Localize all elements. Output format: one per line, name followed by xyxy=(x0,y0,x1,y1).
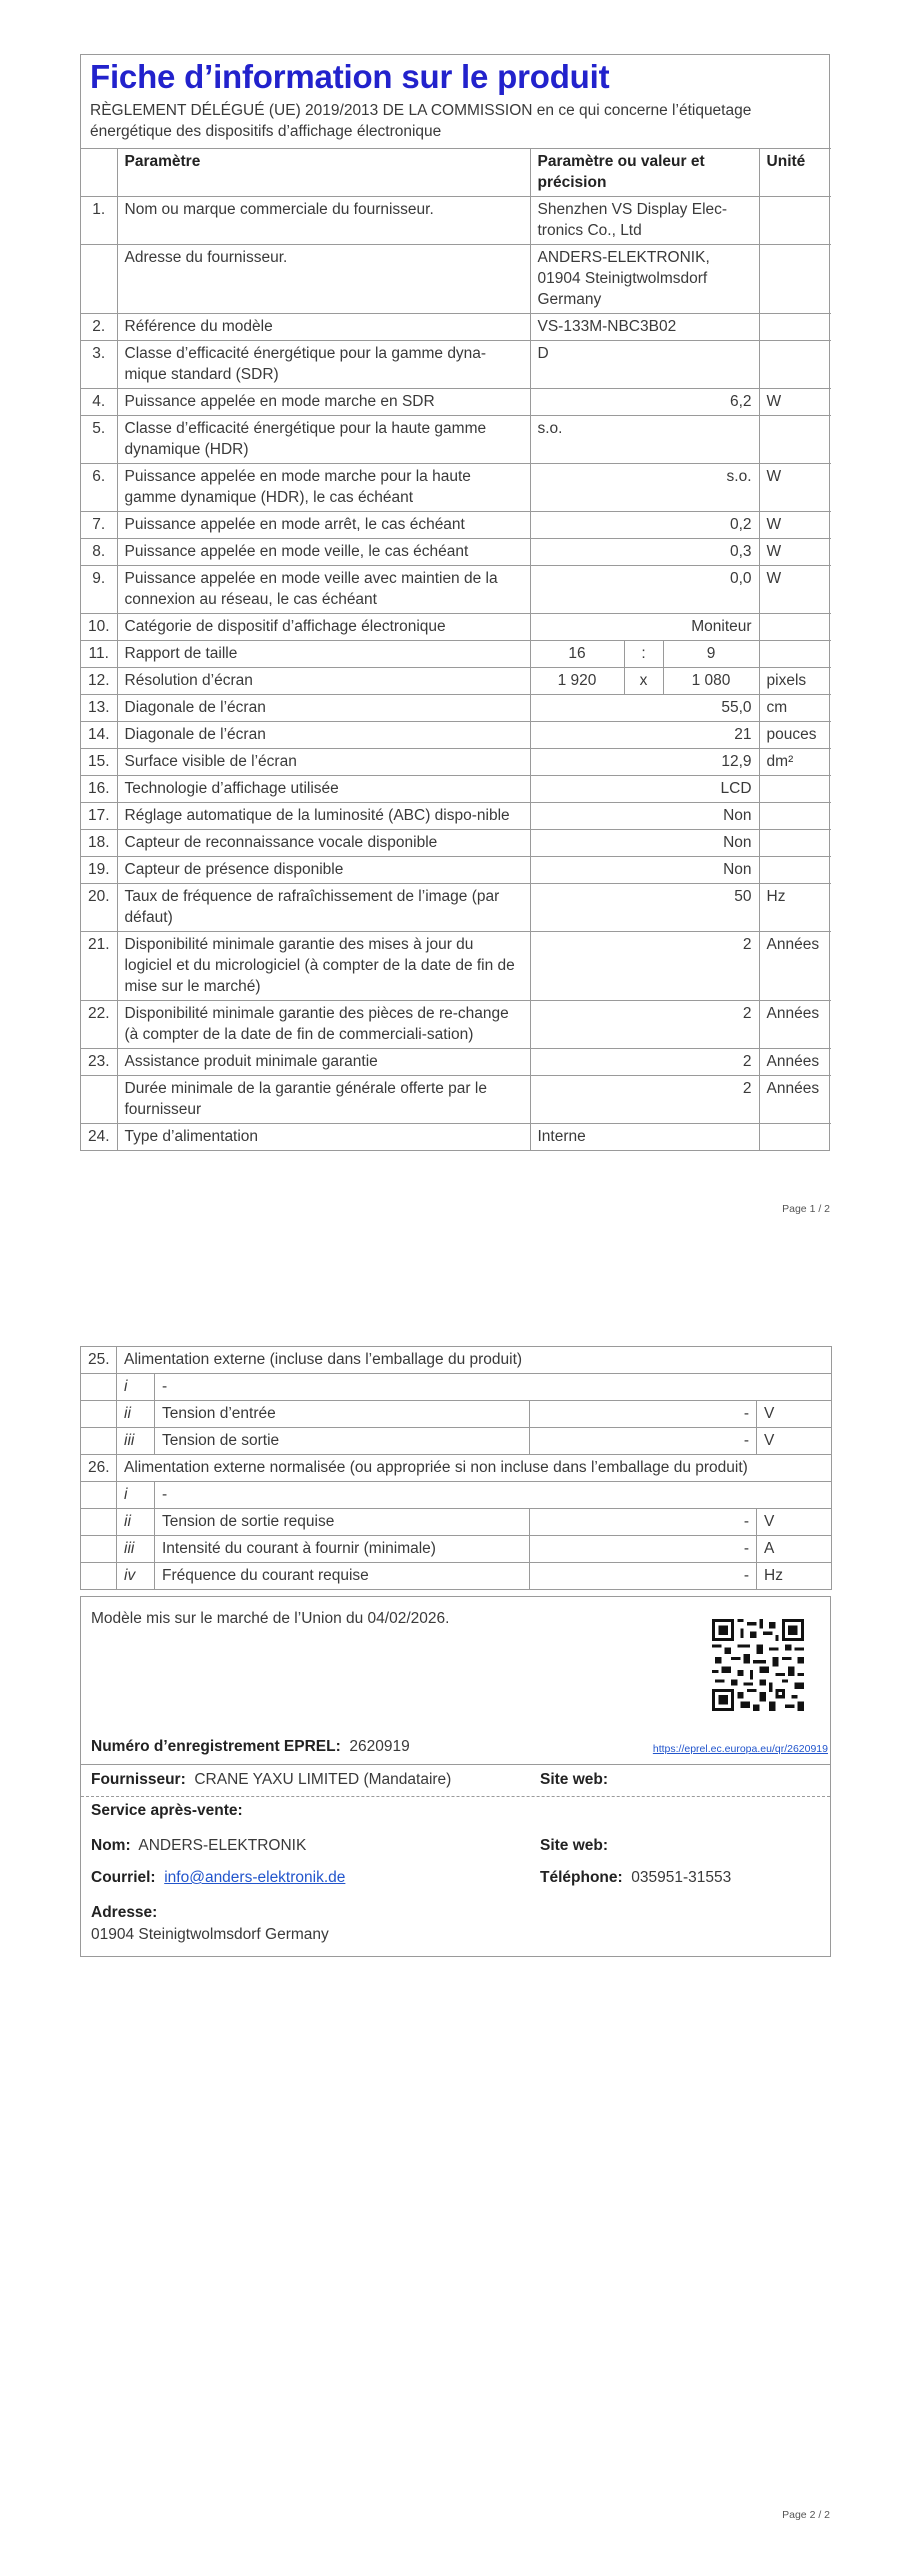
row-number: 20. xyxy=(81,884,117,932)
row-number: 4. xyxy=(81,389,117,416)
external-power-table xyxy=(80,1346,832,1590)
name-label: Nom: xyxy=(91,1837,131,1854)
row-value: Interne xyxy=(530,1124,759,1151)
table-row: ii Tension de sortie requise - V xyxy=(81,1509,832,1536)
row-label: Classe d’efficacité énergétique pour la gamme dyna-mique standard (SDR) xyxy=(117,341,530,389)
row-value: 12,9 xyxy=(530,749,759,776)
row-number: 10. xyxy=(81,614,117,641)
table-row xyxy=(81,1049,831,1076)
row-number: 3. xyxy=(81,341,117,389)
row-unit xyxy=(759,641,831,668)
row-number: 17. xyxy=(81,803,117,830)
row-unit: Années xyxy=(759,1076,831,1124)
page-number: Page 2 / 2 xyxy=(782,2509,830,2521)
row-label: Type d’alimentation xyxy=(117,1124,530,1151)
phone-value: 035951-31553 xyxy=(631,1869,732,1886)
row-value: 21 xyxy=(530,722,759,749)
row-value: 2 xyxy=(530,1076,759,1124)
row-label: Diagonale de l’écran xyxy=(117,722,530,749)
row-value: Non xyxy=(530,830,759,857)
supplier-label: Fournisseur: xyxy=(91,1771,186,1788)
eprel-number: 2620919 xyxy=(349,1738,410,1755)
table-row xyxy=(81,341,831,389)
row-number: 14. xyxy=(81,722,117,749)
table-row xyxy=(81,1124,831,1151)
row-value: Shenzhen VS Display Elec-tronics Co., Ltd xyxy=(530,197,759,245)
row-unit xyxy=(759,245,831,314)
row-value: 55,0 xyxy=(530,695,759,722)
row-unit: W xyxy=(759,512,831,539)
email-label: Courriel: xyxy=(91,1869,156,1886)
table-header-row xyxy=(81,149,831,197)
row-number: 21. xyxy=(81,932,117,1001)
row-number: 1. xyxy=(81,197,117,245)
row-unit xyxy=(759,614,831,641)
row-value: D xyxy=(530,341,759,389)
table-row xyxy=(81,314,831,341)
row-unit: Années xyxy=(759,932,831,1001)
row-label: Puissance appelée en mode veille, le cas échéant xyxy=(117,539,530,566)
divider-dashed xyxy=(81,1796,830,1797)
supplier-value: CRANE YAXU LIMITED (Mandataire) xyxy=(194,1771,452,1788)
product-table xyxy=(81,148,831,1150)
row-number: 24. xyxy=(81,1124,117,1151)
table-row: iii Intensité du courant à fournir (minimale) - A xyxy=(81,1536,832,1563)
table-row xyxy=(81,695,831,722)
service-website-label: Site web: xyxy=(540,1837,609,1854)
header-param: Paramètre xyxy=(117,149,530,197)
page-title: Fiche d’information sur le produit xyxy=(90,58,610,95)
email-link[interactable]: info@anders-elektronik.de xyxy=(164,1869,346,1886)
table-row xyxy=(81,668,831,695)
table-row xyxy=(81,857,831,884)
table-row: i - xyxy=(81,1482,832,1509)
after-sales-label: Service après-vente: xyxy=(91,1802,243,1819)
table-row xyxy=(81,803,831,830)
table-row xyxy=(81,464,831,512)
row-unit: Années xyxy=(759,1001,831,1049)
row-unit xyxy=(759,314,831,341)
table-row xyxy=(81,416,831,464)
supplier-website-label: Site web: xyxy=(540,1771,609,1788)
row-value-first: 1 920 xyxy=(530,668,624,695)
row-unit: pixels xyxy=(759,668,831,695)
row-value: s.o. xyxy=(530,464,759,512)
product-info-sheet xyxy=(80,54,830,1151)
row-label: Disponibilité minimale garantie des pièces de re-change (à compter de la date de fin de commerciali-sation) xyxy=(117,1001,530,1049)
divider xyxy=(81,1764,830,1765)
row-value-separator: x xyxy=(624,668,663,695)
row-label: Puissance appelée en mode marche pour la haute gamme dynamique (HDR), le cas échéant xyxy=(117,464,530,512)
row-number: 8. xyxy=(81,539,117,566)
row-unit xyxy=(759,857,831,884)
table-row xyxy=(81,1076,831,1124)
table-row: 25. Alimentation externe (incluse dans l’emballage du produit) xyxy=(81,1347,832,1374)
row-label: Durée minimale de la garantie générale offerte par le fournisseur xyxy=(117,1076,530,1124)
row-label: Référence du modèle xyxy=(117,314,530,341)
row-unit: Années xyxy=(759,1049,831,1076)
row-unit: dm² xyxy=(759,749,831,776)
row-value: Non xyxy=(530,803,759,830)
row-value-second: 1 080 xyxy=(663,668,759,695)
row-label: Capteur de reconnaissance vocale disponible xyxy=(117,830,530,857)
row-value-separator: : xyxy=(624,641,663,668)
row-number: 11. xyxy=(81,641,117,668)
row-number: 7. xyxy=(81,512,117,539)
table-row xyxy=(81,830,831,857)
row-number: 9. xyxy=(81,566,117,614)
row-unit xyxy=(759,341,831,389)
row-unit xyxy=(759,1124,831,1151)
row-label: Assistance produit minimale garantie xyxy=(117,1049,530,1076)
row-unit: W xyxy=(759,464,831,512)
row-number: 2. xyxy=(81,314,117,341)
row-label: Capteur de présence disponible xyxy=(117,857,530,884)
row-label: Rapport de taille xyxy=(117,641,530,668)
table-row: ii Tension d’entrée - V xyxy=(81,1401,832,1428)
page-number: Page 1 / 2 xyxy=(782,1203,830,1215)
row-value: 6,2 xyxy=(530,389,759,416)
table-row xyxy=(81,932,831,1001)
row-value: Non xyxy=(530,857,759,884)
eprel-label: Numéro d’enregistrement EPREL: xyxy=(91,1738,341,1755)
row-label: Technologie d’affichage utilisée xyxy=(117,776,530,803)
eprel-link[interactable]: https://eprel.ec.europa.eu/qr/2620919 xyxy=(652,1743,828,1755)
row-label: Réglage automatique de la luminosité (ABC) dispo-nible xyxy=(117,803,530,830)
row-label: Résolution d’écran xyxy=(117,668,530,695)
row-label: Diagonale de l’écran xyxy=(117,695,530,722)
row-label: Disponibilité minimale garantie des mises à jour du logiciel et du micrologiciel (à compter de la date de fin de mise sur le marché) xyxy=(117,932,530,1001)
row-number: 5. xyxy=(81,416,117,464)
row-value: 50 xyxy=(530,884,759,932)
row-number: 23. xyxy=(81,1049,117,1076)
row-number: 12. xyxy=(81,668,117,695)
address-label: Adresse: xyxy=(91,1904,158,1921)
row-value: 2 xyxy=(530,1001,759,1049)
table-row: iv Fréquence du courant requise - Hz xyxy=(81,1563,832,1590)
row-number: 16. xyxy=(81,776,117,803)
table-row xyxy=(81,197,831,245)
table-row xyxy=(81,614,831,641)
row-value: 2 xyxy=(530,932,759,1001)
row-value: 0,3 xyxy=(530,539,759,566)
row-unit: pouces xyxy=(759,722,831,749)
row-label: Taux de fréquence de rafraîchissement de l’image (par défaut) xyxy=(117,884,530,932)
row-value: Moniteur xyxy=(530,614,759,641)
table-row xyxy=(81,389,831,416)
table-row: 26. Alimentation externe normalisée (ou appropriée si non incluse dans l’emballage du produit) xyxy=(81,1455,832,1482)
row-value: VS-133M-NBC3B02 xyxy=(530,314,759,341)
table-row xyxy=(81,512,831,539)
row-unit: W xyxy=(759,389,831,416)
row-label: Puissance appelée en mode arrêt, le cas échéant xyxy=(117,512,530,539)
table-row xyxy=(81,722,831,749)
address-value: 01904 Steinigtwolmsdorf Germany xyxy=(91,1926,329,1943)
row-value: 2 xyxy=(530,1049,759,1076)
row-value-first: 16 xyxy=(530,641,624,668)
table-row xyxy=(81,884,831,932)
row-number xyxy=(81,1076,117,1124)
row-number: 22. xyxy=(81,1001,117,1049)
table-row xyxy=(81,245,831,314)
row-unit xyxy=(759,803,831,830)
row-label: Adresse du fournisseur. xyxy=(117,245,530,314)
row-number: 19. xyxy=(81,857,117,884)
table-row xyxy=(81,776,831,803)
page-1 xyxy=(0,0,905,1260)
table-row xyxy=(81,1001,831,1049)
phone-label: Téléphone: xyxy=(540,1869,623,1886)
regulation-text: RÈGLEMENT DÉLÉGUÉ (UE) 2019/2013 DE LA COMMISSION en ce qui concerne l’étiquetage énergétique des dispositifs d’affichage électronique xyxy=(90,102,752,140)
row-unit: W xyxy=(759,566,831,614)
table-row xyxy=(81,749,831,776)
row-label: Puissance appelée en mode veille avec maintien de la connexion au réseau, le cas échéant xyxy=(117,566,530,614)
row-number: 6. xyxy=(81,464,117,512)
row-label: Surface visible de l’écran xyxy=(117,749,530,776)
name-value: ANDERS-ELEKTRONIK xyxy=(138,1837,307,1854)
supplier-info-box xyxy=(80,1596,831,1957)
row-value-second: 9 xyxy=(663,641,759,668)
row-number: 15. xyxy=(81,749,117,776)
row-unit xyxy=(759,830,831,857)
table-row: iii Tension de sortie - V xyxy=(81,1428,832,1455)
table-row xyxy=(81,641,831,668)
row-number: 13. xyxy=(81,695,117,722)
row-unit: Hz xyxy=(759,884,831,932)
row-label: Nom ou marque commerciale du fournisseur. xyxy=(117,197,530,245)
row-number xyxy=(81,245,117,314)
row-label: Catégorie de dispositif d’affichage électronique xyxy=(117,614,530,641)
row-value: s.o. xyxy=(530,416,759,464)
table-row: i - xyxy=(81,1374,832,1401)
header-unit: Unité xyxy=(759,149,831,197)
row-value: 0,0 xyxy=(530,566,759,614)
qr-code-icon[interactable] xyxy=(712,1619,804,1711)
row-label: Puissance appelée en mode marche en SDR xyxy=(117,389,530,416)
row-number: 18. xyxy=(81,830,117,857)
table-row xyxy=(81,566,831,614)
page-2 xyxy=(0,1300,905,2560)
row-value: ANDERS-ELEKTRONIK, 01904 Steinigtwolmsdorf Germany xyxy=(530,245,759,314)
row-unit: cm xyxy=(759,695,831,722)
row-value: 0,2 xyxy=(530,512,759,539)
header-value: Paramètre ou valeur et précision xyxy=(530,149,759,197)
row-unit xyxy=(759,197,831,245)
row-unit xyxy=(759,416,831,464)
row-label: Classe d’efficacité énergétique pour la haute gamme dynamique (HDR) xyxy=(117,416,530,464)
market-date-text: Modèle mis sur le marché de l’Union du 04/02/2026. xyxy=(91,1610,450,1627)
table-row xyxy=(81,539,831,566)
row-unit: W xyxy=(759,539,831,566)
row-value: LCD xyxy=(530,776,759,803)
row-unit xyxy=(759,776,831,803)
